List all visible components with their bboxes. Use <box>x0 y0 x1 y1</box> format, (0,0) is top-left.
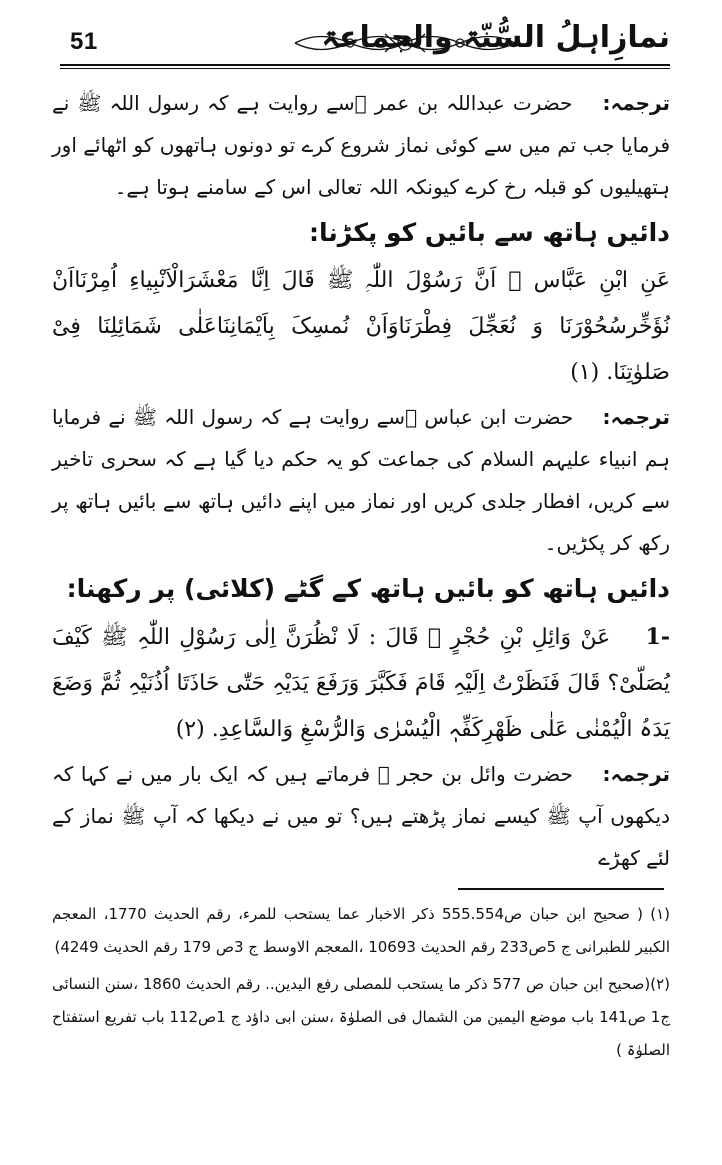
arabic-hadith-text: عَنْ وَائِلِ بْنِ حُجْرٍ ﷛ قَالَ : لَا نْظُرَنَّ اِلٰی رَسُوْلِ اللّٰہِ ﷺ کَیْفَ یُصَلّیْ؟ قَالَ فَنَظَرْتُ اِلَیْہِ قَامَ فَکَبَّرَ وَرَفَعَ یَدَیْہِ حَتّٰی حَاذَتَا اُذُنَیْہِ ثُمَّ وَضَعَ یَدَہُ الْیُمْنٰی عَلٰی ظَھْرِکَفِّہٖ الْیُسْرٰی وَالرُّسْغِ وَالسَّاعِدِ. (۲) <box>52 625 670 742</box>
translation-paragraph-3 <box>52 753 670 879</box>
book-title: نمازِاہلُ السُّنّۃ والجماعۃ <box>321 20 670 55</box>
header-divider <box>60 64 670 66</box>
arabic-hadith-1: عَنِ ابْنِ عَبَّاس ﷠ اَنَّ رَسُوْلَ اللّٰہِ ﷺ قَالَ اِنَّا مَعْشَرَالْاَنْبِیاءِ اُمِرْنَااَنْ نُؤَخِّرسُحُوْرَنَا وَ نُعَجِّلَ فِطْرَنَاوَاَنْ نُمسِکَ بِاَیْمَانِنَاعَلٰی شَمَائِلِنَا فِیْ صَلوٰتِنَا. (۱) <box>52 268 670 385</box>
hadith-number: 1- <box>645 624 670 650</box>
footnote-2: (۲)(صحیح ابن حبان ص 577 ذکر ما یستحب للمصلی رفع الیدین.. رقم الحدیث 1860 ،سنن النسائی ج1 ص141 باب موضع الیمین من الشمال فی الصلوٰۃ ،سنن ابی داؤد ج 1ص112 باب تفریع استفتاح الصلوٰۃ ) <box>52 975 671 1059</box>
translation-text: حضرت ابن عباس ﷠سے روایت ہے کہ رسول اللہ ﷺ نے فرمایا ہم انبیاء علیہم السلام کی جماعت کو یہ حکم دیا گیا ہے کہ سحری تاخیر سے کریں، افطار جلدی کریں اور نماز میں اپنے دائیں ہاتھ سے بائیں ہاتھ پر رکھ کر پکڑیں۔ <box>52 405 670 555</box>
translation-text: حضرت عبداللہ بن عمر ﷠سے روایت ہے کہ رسول اللہ ﷺ نے فرمایا جب تم میں سے کوئی نماز شروع کرے تو دونوں ہاتھوں کو اٹھائے اور ہتھیلیوں کو قبلہ رخ کرے کیونکہ اللہ تعالی اس کے سامنے ہوتا ہے۔ <box>52 91 670 199</box>
footnote-1: (۱) ( صحیح ابن حبان ص555.554 ذکر الاخبار عما یستحب للمرء، رقم الحدیث 1770، المعجم الکبیر للطبرانی ج 5ص233 رقم الحدیث 10693 ،المعجم الاوسط ج 3ص 179 رقم الحدیث 4249) <box>52 905 671 956</box>
translation-paragraph-1 <box>52 82 670 208</box>
translation-label: ترجمہ: <box>602 762 671 786</box>
arabic-hadith-2 <box>52 614 670 753</box>
translation-label: ترجمہ: <box>602 405 671 429</box>
translation-paragraph-2 <box>52 396 670 564</box>
section-heading-1: دائیں ہاتھ سے بائیں کو پکڑنا: <box>309 218 670 247</box>
page-number: 51 <box>70 28 98 55</box>
translation-label: ترجمہ: <box>602 91 671 115</box>
translation-text: حضرت وائل بن حجر ﷛ فرماتے ہیں کہ ایک بار میں نے کہا کہ دیکھوں آپ ﷺ کیسے نماز پڑھتے ہیں؟ تو میں نے دیکھا کہ آپ ﷺ نماز کے لئے کھڑے <box>52 762 670 870</box>
section-heading-2: دائیں ہاتھ کو بائیں ہاتھ کے گٹے (کلائی) پر رکھنا: <box>66 574 670 603</box>
footnote-divider <box>458 888 664 890</box>
footnotes <box>52 898 670 1071</box>
page-content <box>52 82 670 879</box>
header-divider-thin <box>60 68 670 69</box>
